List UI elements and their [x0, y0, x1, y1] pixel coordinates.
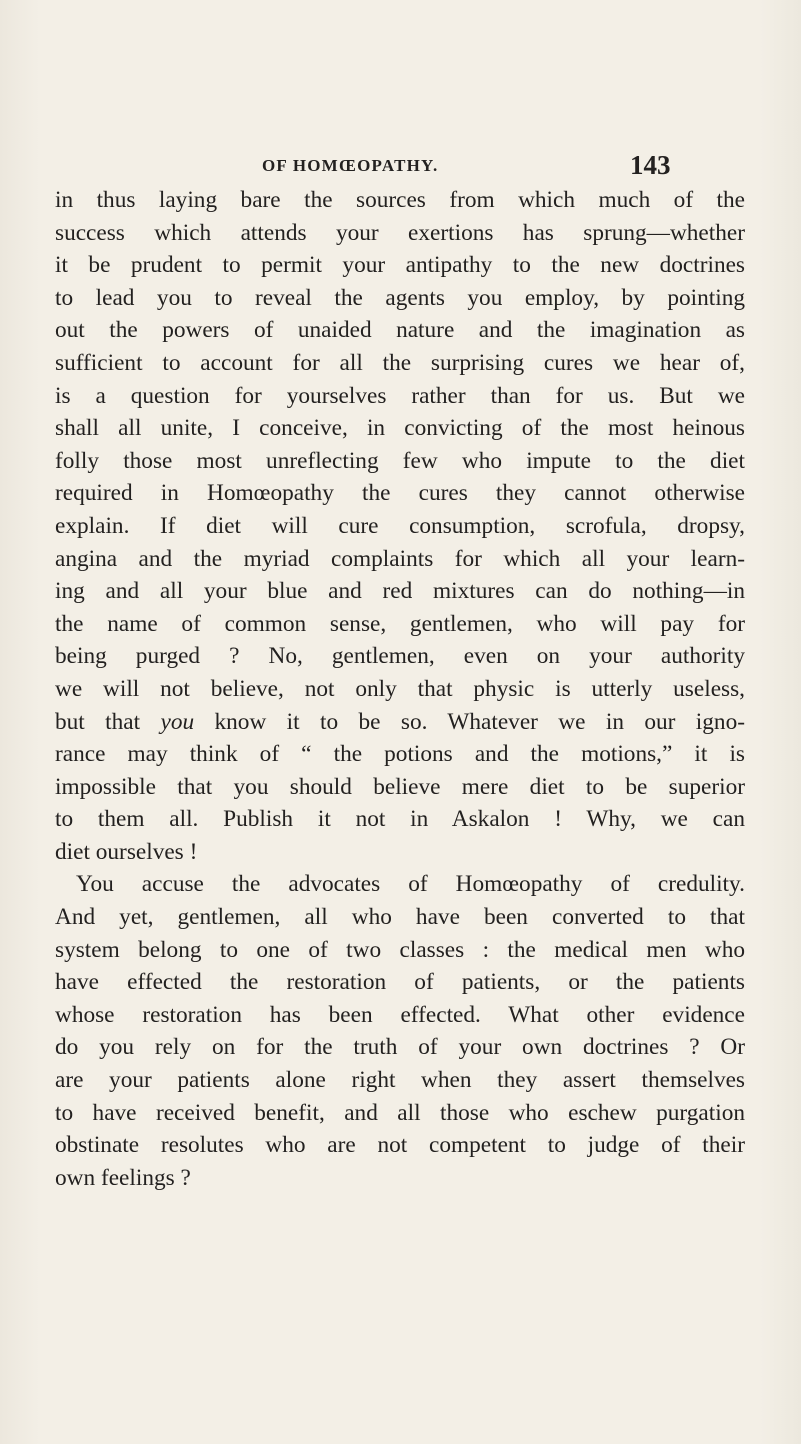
- text-line: system belong to one of two classes : the medical men who: [55, 936, 745, 963]
- text-line: obstinate resolutes who are not competent to judge of their: [55, 1132, 745, 1159]
- text-line: sufficient to account for all the surprising cures we hear of,: [55, 349, 745, 376]
- running-title: OF HOMŒOPATHY.: [262, 156, 439, 175]
- text-line: the name of common sense, gentlemen, who will pay for: [55, 610, 745, 637]
- text-line: shall all unite, I conceive, in convicting of the most heinous: [55, 415, 745, 442]
- text-line: we will not believe, not only that physic is utterly useless,: [55, 675, 745, 702]
- line-text-before: but that: [55, 708, 161, 735]
- italic-word: you: [160, 708, 195, 735]
- text-line: And yet, gentlemen, all who have been converted to that: [55, 904, 745, 931]
- text-line: impossible that you should believe mere diet to be superior: [55, 773, 745, 800]
- text-line: folly those most unreflecting few who impute to the diet: [55, 447, 745, 474]
- text-line: ing and all your blue and red mixtures can do nothing—in: [55, 578, 745, 605]
- text-line-with-italic: [55, 706, 745, 739]
- text-line: to them all. Publish it not in Askalon ! Why, we can: [55, 806, 745, 833]
- text-line: success which attends your exertions has sprung—whether: [55, 219, 745, 246]
- paragraph-last-line: diet ourselves !: [55, 838, 198, 865]
- text-line: do you rely on for the truth of your own doctrines ? Or: [55, 1034, 745, 1061]
- text-line: in thus laying bare the sources from which much of the: [55, 187, 745, 213]
- body-text: [55, 184, 745, 1194]
- text-line: are your patients alone right when they assert themselves: [55, 1067, 745, 1094]
- page-number: 143: [630, 150, 671, 180]
- text-line: required in Homœopathy the cures they cannot otherwise: [55, 480, 745, 507]
- text-line: rance may think of “ the potions and the motions,” it is: [55, 741, 745, 768]
- line-text-after: know it to be so. Whatever we in our igno-: [194, 708, 745, 735]
- text-line: to have received benefit, and all those who eschew purgation: [55, 1099, 745, 1126]
- text-line: out the powers of unaided nature and the imagination as: [55, 317, 745, 344]
- running-header: [0, 150, 801, 180]
- text-line: explain. If diet will cure consumption, scrofula, dropsy,: [55, 512, 745, 539]
- paragraph-first-line: You accuse the advocates of Homœopathy of credulity.: [76, 871, 745, 898]
- text-line: to lead you to reveal the agents you employ, by pointing: [55, 284, 745, 311]
- paragraph-last-line: own feelings ?: [55, 1164, 191, 1191]
- text-line: is a question for yourselves rather than for us. But we: [55, 382, 745, 409]
- text-line: being purged ? No, gentlemen, even on your authority: [55, 643, 745, 670]
- text-line: it be prudent to permit your antipathy to the new doctrines: [55, 252, 745, 279]
- text-line: angina and the myriad complaints for which all your learn-: [55, 545, 745, 572]
- text-line: have effected the restoration of patients, or the patients: [55, 969, 745, 996]
- text-line: whose restoration has been effected. What other evidence: [55, 1001, 745, 1028]
